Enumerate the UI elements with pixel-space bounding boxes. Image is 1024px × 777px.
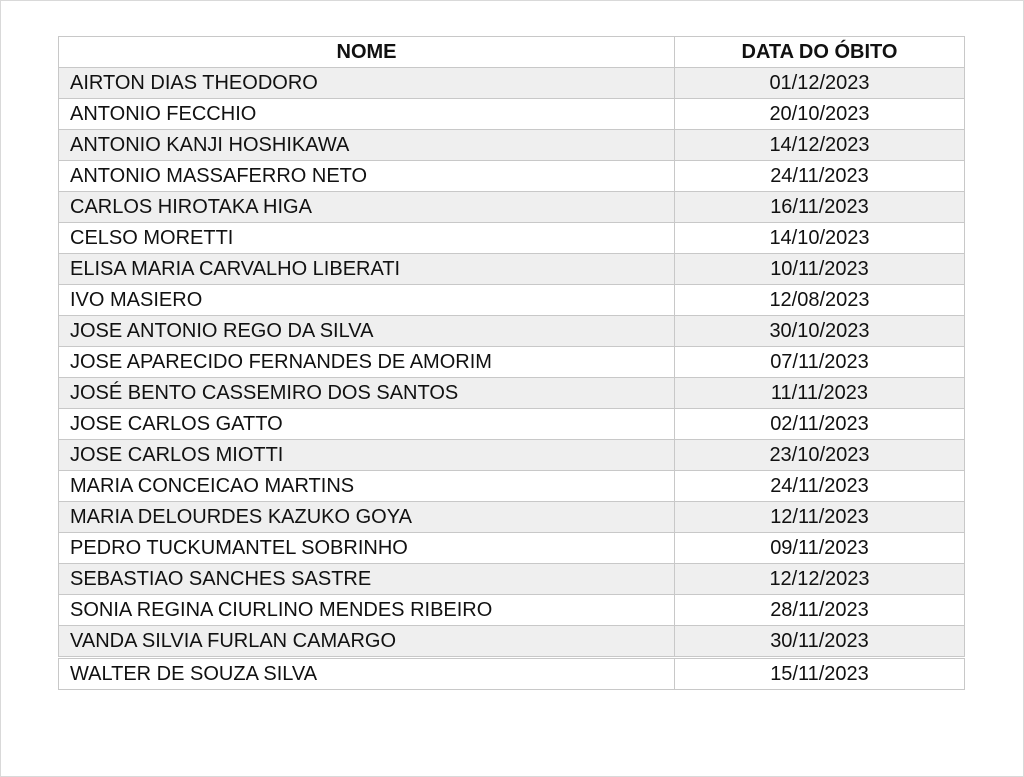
cell-data: 24/11/2023	[675, 161, 965, 192]
cell-data: 01/12/2023	[675, 68, 965, 99]
cell-data: 24/11/2023	[675, 471, 965, 502]
cell-data: 30/11/2023	[675, 626, 965, 658]
cell-nome: WALTER DE SOUZA SILVA	[59, 658, 675, 690]
cell-data: 02/11/2023	[675, 409, 965, 440]
table-row	[59, 161, 965, 192]
cell-data: 28/11/2023	[675, 595, 965, 626]
cell-data: 30/10/2023	[675, 316, 965, 347]
column-header-nome: NOME	[59, 37, 675, 68]
cell-nome: AIRTON DIAS THEODORO	[59, 68, 675, 99]
table-row	[59, 502, 965, 533]
cell-data: 12/12/2023	[675, 564, 965, 595]
table-row	[59, 99, 965, 130]
cell-nome: VANDA SILVIA FURLAN CAMARGO	[59, 626, 675, 658]
cell-nome: JOSE APARECIDO FERNANDES DE AMORIM	[59, 347, 675, 378]
cell-nome: JOSE ANTONIO REGO DA SILVA	[59, 316, 675, 347]
cell-data: 09/11/2023	[675, 533, 965, 564]
cell-nome: ANTONIO KANJI HOSHIKAWA	[59, 130, 675, 161]
table-row	[59, 378, 965, 409]
table-row	[59, 130, 965, 161]
table-row	[59, 533, 965, 564]
table-row	[59, 471, 965, 502]
obitos-table	[58, 36, 965, 690]
cell-data: 15/11/2023	[675, 658, 965, 690]
table-row	[59, 347, 965, 378]
table-row	[59, 409, 965, 440]
table-row	[59, 595, 965, 626]
table-row	[59, 223, 965, 254]
cell-nome: SONIA REGINA CIURLINO MENDES RIBEIRO	[59, 595, 675, 626]
cell-data: 14/10/2023	[675, 223, 965, 254]
cell-data: 20/10/2023	[675, 99, 965, 130]
table-header-row	[59, 37, 965, 68]
table-row	[59, 285, 965, 316]
cell-nome: IVO MASIERO	[59, 285, 675, 316]
cell-nome: JOSE CARLOS MIOTTI	[59, 440, 675, 471]
cell-data: 12/08/2023	[675, 285, 965, 316]
cell-nome: ANTONIO MASSAFERRO NETO	[59, 161, 675, 192]
cell-nome: CARLOS HIROTAKA HIGA	[59, 192, 675, 223]
column-header-data-do-obito: DATA DO ÓBITO	[675, 37, 965, 68]
table-row	[59, 658, 965, 690]
cell-data: 11/11/2023	[675, 378, 965, 409]
cell-nome: ANTONIO FECCHIO	[59, 99, 675, 130]
cell-data: 12/11/2023	[675, 502, 965, 533]
cell-data: 16/11/2023	[675, 192, 965, 223]
cell-data: 10/11/2023	[675, 254, 965, 285]
cell-data: 14/12/2023	[675, 130, 965, 161]
cell-nome: SEBASTIAO SANCHES SASTRE	[59, 564, 675, 595]
cell-nome: JOSE CARLOS GATTO	[59, 409, 675, 440]
cell-nome: MARIA CONCEICAO MARTINS	[59, 471, 675, 502]
cell-data: 23/10/2023	[675, 440, 965, 471]
cell-nome: ELISA MARIA CARVALHO LIBERATI	[59, 254, 675, 285]
cell-nome: MARIA DELOURDES KAZUKO GOYA	[59, 502, 675, 533]
table-row	[59, 440, 965, 471]
table-row	[59, 626, 965, 658]
table-row	[59, 564, 965, 595]
table-row	[59, 254, 965, 285]
cell-nome: PEDRO TUCKUMANTEL SOBRINHO	[59, 533, 675, 564]
table-row	[59, 316, 965, 347]
table-row	[59, 68, 965, 99]
cell-nome: CELSO MORETTI	[59, 223, 675, 254]
cell-data: 07/11/2023	[675, 347, 965, 378]
table-row	[59, 192, 965, 223]
cell-nome: JOSÉ BENTO CASSEMIRO DOS SANTOS	[59, 378, 675, 409]
